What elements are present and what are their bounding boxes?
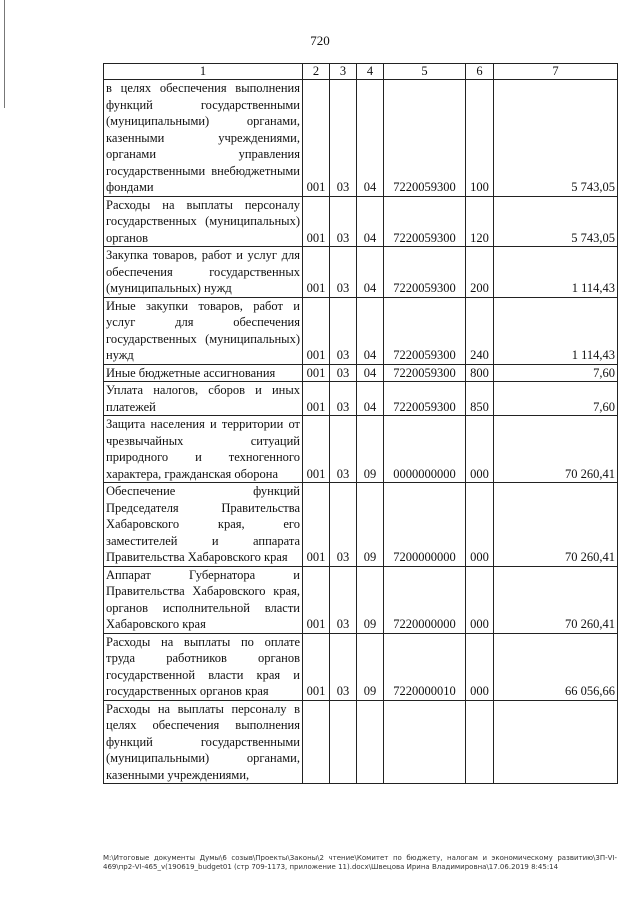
code-ministry: 001 [303,566,330,633]
expense-name: Иные закупки товаров, работ и услуг для обеспечения государственных (муниципальных) нужд [104,297,303,364]
amount: 1 114,43 [494,247,618,298]
code-section: 03 [330,483,357,567]
amount: 7,60 [494,364,618,382]
code-ministry: 001 [303,633,330,700]
code-section: 03 [330,80,357,197]
column-header: 1 [104,64,303,80]
page-number: 720 [310,33,330,48]
code-ministry: 001 [303,196,330,247]
code-subsection: 04 [357,364,384,382]
code-ministry: 001 [303,364,330,382]
code-expense-type: 200 [466,247,494,298]
code-subsection: 04 [357,297,384,364]
code-target-article: 7220059300 [384,247,466,298]
amount [494,700,618,784]
code-ministry: 001 [303,382,330,416]
code-section: 03 [330,382,357,416]
expense-name: Расходы на выплаты персоналу государственных (муниципальных) органов [104,196,303,247]
column-header: 2 [303,64,330,80]
code-subsection: 09 [357,633,384,700]
code-expense-type: 000 [466,483,494,567]
amount: 70 260,41 [494,483,618,567]
expense-name: Закупка товаров, работ и услуг для обеспечения государственных (муниципальных) нужд [104,247,303,298]
code-subsection [357,700,384,784]
code-expense-type: 240 [466,297,494,364]
amount: 5 743,05 [494,80,618,197]
amount: 7,60 [494,382,618,416]
expense-name: Расходы на выплаты по оплате труда работников органов государственной власти края и государственных органов края [104,633,303,700]
table-row [104,297,618,364]
code-target-article: 0000000000 [384,416,466,483]
amount: 5 743,05 [494,196,618,247]
table-row [104,700,618,784]
code-expense-type [466,700,494,784]
amount: 70 260,41 [494,566,618,633]
budget-table [103,63,618,784]
code-subsection: 04 [357,80,384,197]
code-target-article: 7220000010 [384,633,466,700]
code-ministry: 001 [303,297,330,364]
code-expense-type: 800 [466,364,494,382]
code-ministry: 001 [303,483,330,567]
expense-name: Уплата налогов, сборов и иных платежей [104,382,303,416]
code-target-article: 7220059300 [384,297,466,364]
table-row [104,196,618,247]
code-expense-type: 120 [466,196,494,247]
expense-name: Аппарат Губернатора и Правительства Хабаровского края, органов исполнительной власти Хабаровского края [104,566,303,633]
code-expense-type: 100 [466,80,494,197]
table-row [104,80,618,197]
table-row [104,247,618,298]
amount: 1 114,43 [494,297,618,364]
table-row [104,483,618,567]
code-target-article: 7220000000 [384,566,466,633]
table-header-row [104,64,618,80]
table-row [104,416,618,483]
code-target-article [384,700,466,784]
code-target-article: 7220059300 [384,196,466,247]
code-target-article: 7220059300 [384,382,466,416]
code-subsection: 09 [357,483,384,567]
code-subsection: 09 [357,416,384,483]
code-section: 03 [330,247,357,298]
code-section: 03 [330,416,357,483]
expense-name: Обеспечение функций Председателя Правительства Хабаровского края, его заместителей и аппарата Правительства Хабаровского края [104,483,303,567]
code-expense-type: 000 [466,416,494,483]
code-section: 03 [330,297,357,364]
code-subsection: 04 [357,196,384,247]
expense-name: Расходы на выплаты персоналу в целях обеспечения выполнения функций государственными (муниципальными) органами, казенными учреждениями, [104,700,303,784]
table-row [104,633,618,700]
code-section [330,700,357,784]
code-ministry: 001 [303,416,330,483]
table-row [104,364,618,382]
code-expense-type: 850 [466,382,494,416]
column-header: 6 [466,64,494,80]
code-ministry [303,700,330,784]
amount: 66 056,66 [494,633,618,700]
code-subsection: 09 [357,566,384,633]
code-section: 03 [330,364,357,382]
code-ministry: 001 [303,247,330,298]
expense-name: Защита населения и территории от чрезвычайных ситуаций природного и техногенного характера, гражданская оборона [104,416,303,483]
code-ministry: 001 [303,80,330,197]
code-section: 03 [330,633,357,700]
document-path-footer: M:\Итоговые документы Думы\6 созыв\Проекты\Законы\2 чтение\Комитет по бюджету, налогам и экономическому развитию\3П-VI-469\пр2-VI-465_v(190619_budget01 (стр 709-1173, приложение 11).docx\Швецова Ирина Владимировна\17.06.2019 8:45:14 [103,854,617,871]
code-target-article: 7220059300 [384,364,466,382]
code-expense-type: 000 [466,566,494,633]
column-header: 7 [494,64,618,80]
code-subsection: 04 [357,382,384,416]
code-target-article: 7220059300 [384,80,466,197]
code-subsection: 04 [357,247,384,298]
table-row [104,382,618,416]
column-header: 4 [357,64,384,80]
code-section: 03 [330,566,357,633]
expense-name: в целях обеспечения выполнения функций государственными (муниципальными) органами, казенными учреждениями, органами управления государственными внебюджетными фондами [104,80,303,197]
code-target-article: 7200000000 [384,483,466,567]
code-expense-type: 000 [466,633,494,700]
table-row [104,566,618,633]
column-header: 5 [384,64,466,80]
left-margin-line [0,0,5,108]
expense-name: Иные бюджетные ассигнования [104,364,303,382]
code-section: 03 [330,196,357,247]
column-header: 3 [330,64,357,80]
amount: 70 260,41 [494,416,618,483]
